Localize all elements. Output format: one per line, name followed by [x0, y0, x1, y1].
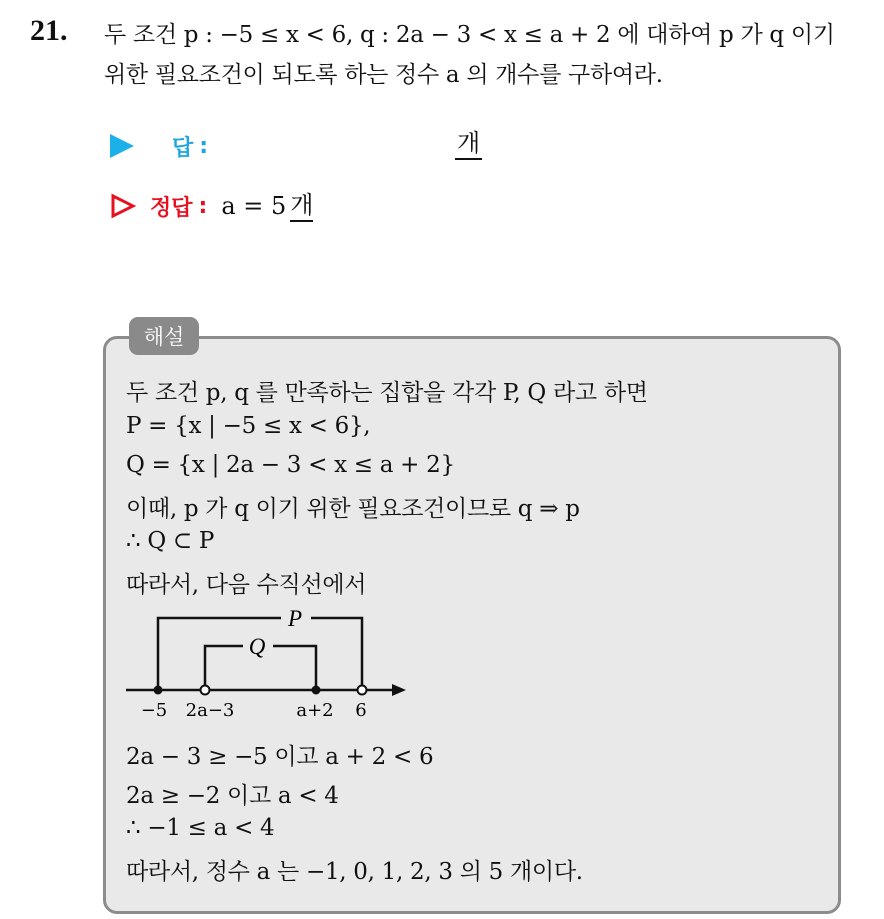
outline-triangle-icon	[110, 193, 136, 219]
set-p-label: P	[287, 606, 303, 631]
point-minus-5	[154, 686, 163, 695]
tick-label-2a-3: 2a−3	[185, 700, 235, 721]
question-text-line-1: 두 조건 p : −5 ≤ x < 6, q : 2a − 3 < x ≤ a + 2 에 대하여 p 가 q 이기	[104, 22, 835, 48]
explanation-line-1: 두 조건 p, q 를 만족하는 집합을 각각 P, Q 라고 하면	[126, 380, 648, 406]
tick-label-6: 6	[355, 700, 367, 721]
play-triangle-icon	[110, 134, 134, 158]
explanation-line-6: 따라서, 다음 수직선에서	[126, 572, 367, 598]
explanation-line-9: ∴ −1 ≤ a < 4	[126, 815, 275, 841]
explanation-line-4: 이때, p 가 q 이기 위한 필요조건이므로 q ⇒ p	[126, 496, 580, 522]
solution-row	[110, 188, 313, 224]
solution-expression: a = 5	[221, 192, 287, 220]
point-a-plus-2	[312, 686, 321, 695]
explanation-line-3: Q = {x | 2a − 3 < x ≤ a + 2}	[126, 452, 455, 478]
solution-label: 정답	[150, 195, 193, 221]
axis-arrow-icon	[392, 684, 406, 696]
answer-label: 답	[172, 135, 194, 161]
question-text-line-2: 위한 필요조건이 되도록 하는 정수 a 의 개수를 구하여라.	[104, 62, 663, 88]
answer-unit: 개	[455, 128, 482, 160]
explanation-line-5: ∴ Q ⊂ P	[126, 528, 215, 554]
question-number: 21.	[30, 14, 68, 47]
explanation-line-8: 2a ≥ −2 이고 a < 4	[126, 783, 339, 809]
answer-colon: :	[199, 133, 209, 159]
explanation-line-2: P = {x | −5 ≤ x < 6},	[126, 413, 371, 439]
explanation-tag: 해설	[129, 317, 199, 355]
answer-row	[110, 128, 510, 164]
tick-label-a-plus-2: a+2	[296, 700, 334, 721]
explanation-line-10: 따라서, 정수 a 는 −1, 0, 1, 2, 3 의 5 개이다.	[126, 859, 583, 885]
point-2a-3	[201, 686, 210, 695]
number-line-diagram	[118, 602, 418, 722]
point-6	[358, 686, 367, 695]
solution-colon: :	[198, 193, 208, 219]
tick-label-minus-5: −5	[140, 700, 168, 721]
solution-unit: 개	[290, 190, 313, 222]
set-q-label: Q	[248, 634, 266, 659]
explanation-line-7: 2a − 3 ≥ −5 이고 a + 2 < 6	[126, 744, 434, 770]
